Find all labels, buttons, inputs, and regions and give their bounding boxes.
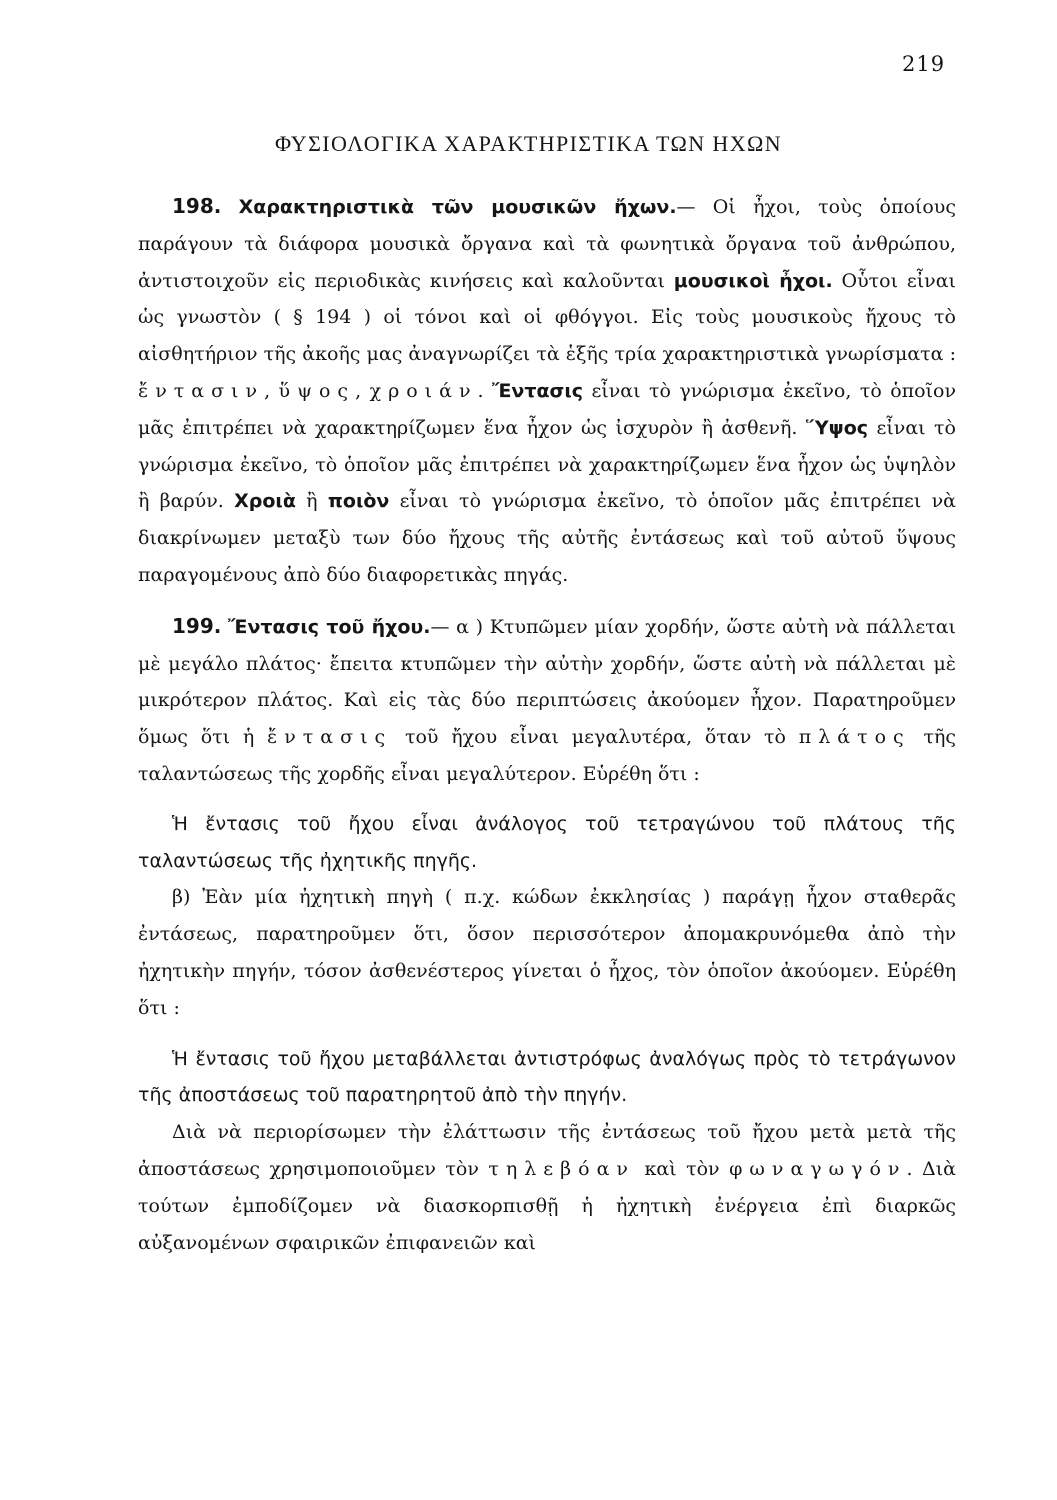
body-text: Διὰ νὰ περιορίσωμεν τὴν ἐλάττωσιν τῆς ἐντάσεως τοῦ ἤχου μετὰ μετὰ τῆς ἀποστάσεως χρησιμοποιοῦμεν τὸν — [138, 1121, 956, 1180]
section-title: Χαρακτηριστικὰ τῶν μουσικῶν ἤχων. — [238, 196, 677, 218]
term-entasis: Ἔντασις — [492, 379, 584, 402]
body-text: εἶναι τὸ γνώρισμα ἐκεῖνο, τὸ ὁποῖον μᾶς ἐπιτρέπει νὰ χαρακτηρίζωμεν ἕνα ἦχον ὡς ὑψηλὸν ἢ βαρύν. — [138, 416, 956, 513]
section-number: 198. — [172, 194, 222, 218]
spaced-term-entasis: ἔντασις — [267, 726, 393, 749]
body-text: — Οἱ ἦχοι, τοὺς ὁποίους παράγουν τὰ διάφορα μουσικὰ ὄργανα καὶ τὰ φωνητικὰ ὄργανα τοῦ ἀνθρώπου, ἀντιστοιχοῦν εἰς περιοδικὰς κινήσεις καὶ καλοῦνται — [138, 196, 956, 292]
section-title: Ἔντασις τοῦ ἤχου. — [228, 615, 431, 638]
body-text: . — [477, 379, 492, 402]
body-text: ἢ — [295, 490, 328, 513]
body-text: τοῦ ἤχου εἶναι μεγαλυτέρα, ὅταν τὸ — [392, 726, 799, 749]
term-ypsos: Ὕψος — [805, 416, 869, 439]
body-text: εἶναι τὸ γνώρισμα ἐκεῖνο, τὸ ὁποῖον μᾶς ἐπιτρέπει νὰ διακρίνωμεν μεταξὺ των δύο ἤχους τῆς αὐτῆς ἐντάσεως καὶ τοῦ αὐτοῦ ὕψους παραγομένους ἀπὸ δύο διαφορετικὰς πηγάς. — [138, 490, 957, 586]
spaced-term-tlevoan: τηλεβόαν — [488, 1157, 635, 1180]
chapter-heading: ΦΥΣΙΟΛΟΓΙΚΑ ΧΑΡΑΚΤΗΡΙΣΤΙΚΑ ΤΩΝ ΗΧΩΝ — [274, 131, 783, 156]
body-text: εἶναι τὸ γνώρισμα ἐκεῖνο, τὸ ὁποῖον μᾶς ἐπιτρέπει νὰ χαρακτηρίζωμεν ἕνα ἦχον ὡς ἰσχυρὸν ἢ ἀσθενῆ. — [138, 379, 956, 439]
body-text: . Διὰ τούτων ἐμποδίζομεν νὰ διασκορπισθῇ ἡ ἠχητικὴ ἐνέργεια ἐπὶ διαρκῶς αὐξανομένων σφαιρικῶν ἐπιφανειῶν καὶ — [138, 1157, 956, 1254]
body-text: καὶ τὸν — [634, 1157, 730, 1180]
spaced-term-ypsos: ὕψος — [278, 379, 356, 402]
body-text: Οὗτοι εἶναι ὡς γνωστὸν ( § 194 ) οἱ τόνοι καὶ οἱ φθόγγοι. Εἰς τοὺς μουσικοὺς ἤχους τὸ αἰσθητήριον τῆς ἀκοῆς μας ἀναγνωρίζει τὰ ἑξῆς τρία χαρακτηριστικὰ γνωρίσματα : — [138, 269, 957, 366]
section-number: 199. — [172, 613, 222, 638]
punctuation: , — [264, 379, 279, 402]
megaphone-paragraph — [138, 1114, 956, 1261]
spaced-term-entasin: ἔντασιν — [138, 379, 265, 402]
body-text: — α ) Κτυπῶμεν μίαν χορδήν, ὥστε αὐτὴ νὰ πάλλεται μὲ μεγάλο πλάτος· ἔπειτα κτυπῶμεν τὴν αὐτὴν χορδήν, ὥστε αὐτὴ νὰ πάλλεται μὲ μικρότερον πλάτος. Καὶ εἰς τὰς δύο περιπτώσεις ἀκούομεν ἦχον. Παρατηροῦμεν ὅμως ὅτι ἡ — [138, 615, 956, 749]
section-198-paragraph — [138, 188, 956, 594]
body-text: τῆς ταλαντώσεως τῆς χορδῆς εἶναι μεγαλύτερον. Εὑρέθη ὅτι : — [138, 726, 957, 785]
section-199-paragraph — [138, 608, 956, 793]
spaced-term-phonagogon: φωναγωγόν — [729, 1157, 907, 1180]
spaced-term-chroian: χροιάν — [369, 379, 478, 402]
spaced-term-platos: πλάτος — [798, 726, 911, 749]
law-distance-statement: Ἡ ἔντασις τοῦ ἤχου μεταβάλλεται ἀντιστρόφως ἀναλόγως πρὸς τὸ τετράγωνον τῆς ἀποστάσεως τοῦ παρατηρητοῦ ἀπὸ τὴν πηγήν. — [138, 1047, 956, 1107]
term-chroia: Χροιὰ — [234, 490, 296, 513]
page-number: 219 — [902, 52, 946, 76]
beta-paragraph: β) Ἐὰν μία ἠχητικὴ πηγὴ ( π.χ. κώδων ἐκκλησίας ) παράγῃ ἦχον σταθερᾶς ἐντάσεως, παρατηροῦμεν ὅτι, ὅσον περισσότερον ἀπομακρυνόμεθα ἀπὸ τὴν ἠχητικὴν πηγήν, τόσον ἀσθενέστερος γίνεται ὁ ἦχος, τὸν ὁποῖον ἀκούομεν. Εὑρέθη ὅτι : — [138, 886, 956, 1019]
term-musical-sounds: μουσικοὶ ἦχοι. — [673, 269, 833, 292]
term-poion: ποιὸν — [327, 490, 390, 513]
punctuation: , — [355, 379, 370, 402]
page-body — [138, 188, 956, 1275]
law-amplitude-statement: Ἡ ἔντασις τοῦ ἤχου εἶναι ἀνάλογος τοῦ τετραγώνου τοῦ πλάτους τῆς ταλαντώσεως τῆς ἠχητικῆς πηγῆς. — [138, 812, 956, 872]
